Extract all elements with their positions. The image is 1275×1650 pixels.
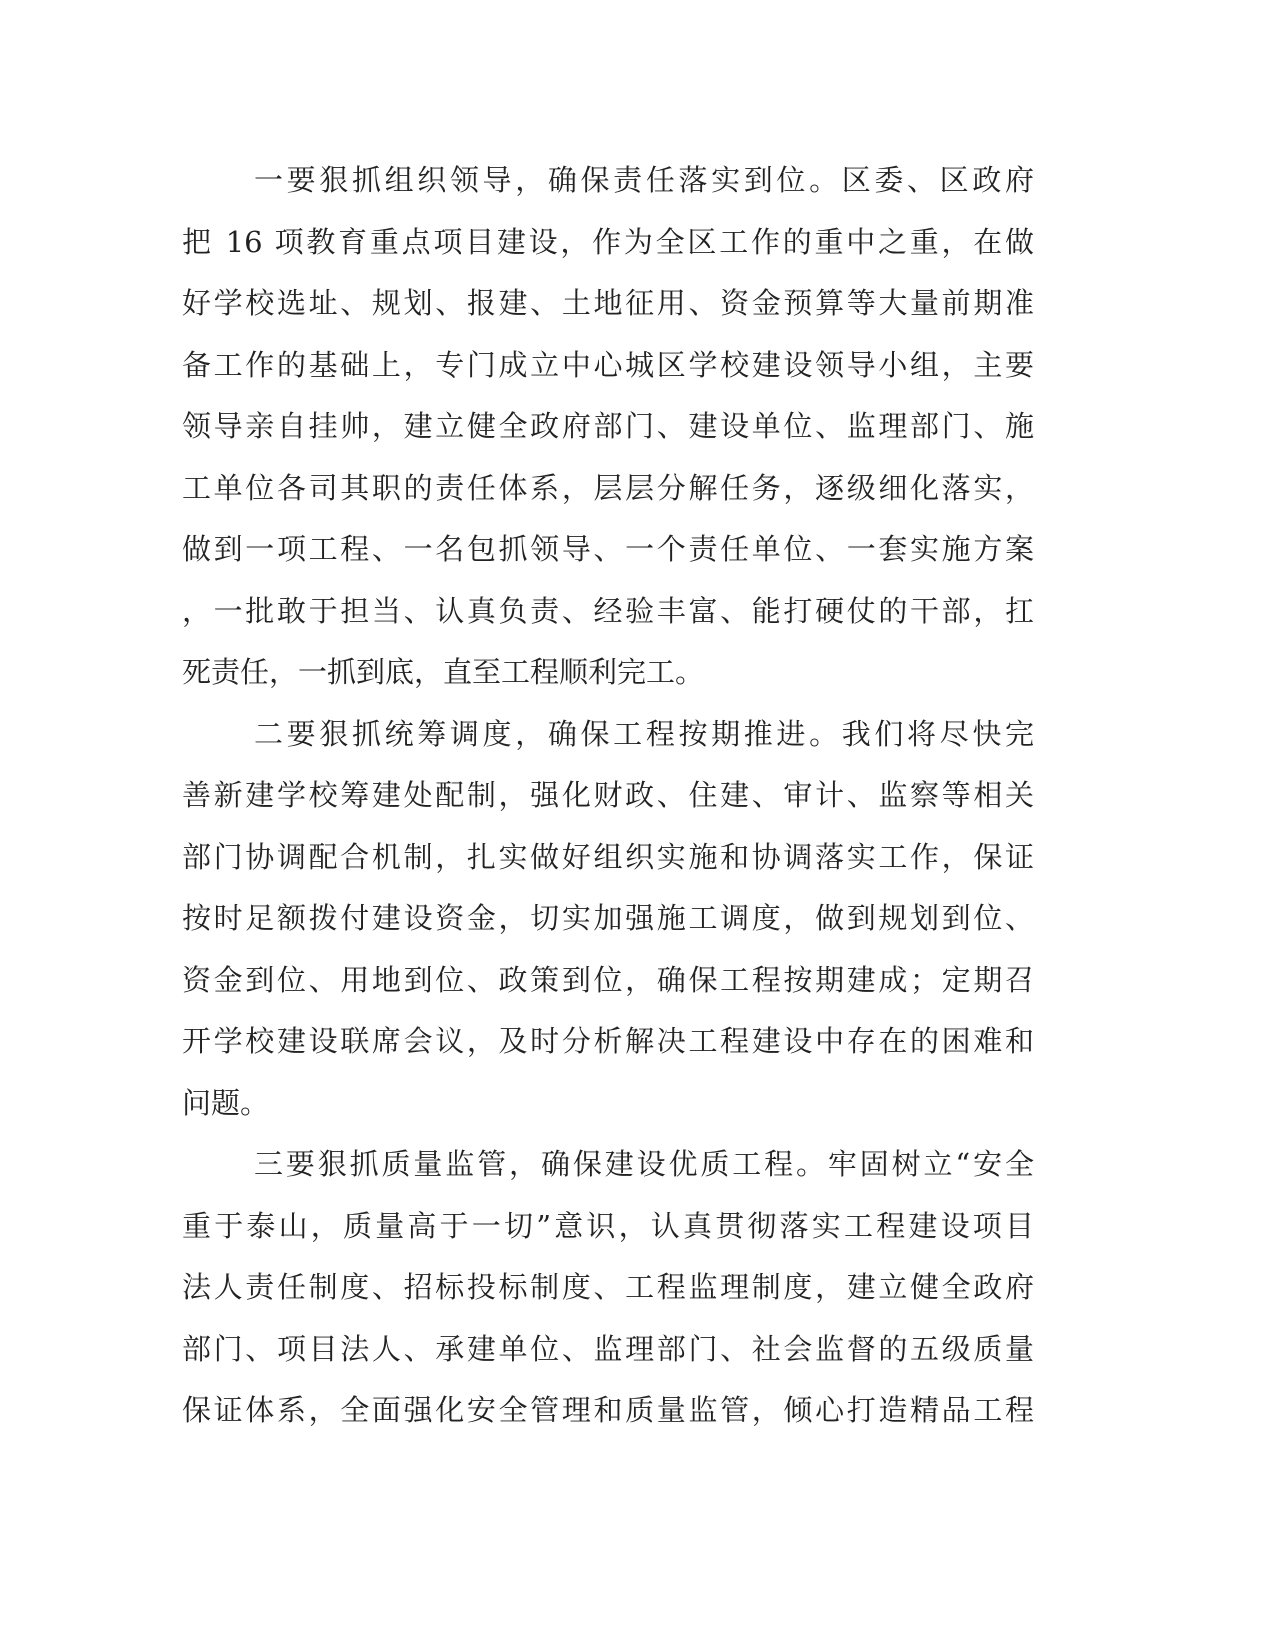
text-line: 法人责任制度、招标投标制度、工程监理制度，建立健全政府 <box>182 1270 1034 1304</box>
paragraph-quality-supervision <box>182 1134 1034 1442</box>
paragraph-organization-leadership <box>182 150 1034 704</box>
text-line: 把 16 项教育重点项目建设，作为全区工作的重中之重，在做 <box>182 224 1034 259</box>
text-line: 保证体系，全面强化安全管理和质量监管，倾心打造精品工程 <box>182 1393 1034 1427</box>
text-line: 开学校建设联席会议，及时分析解决工程建设中存在的困难和 <box>182 1024 1034 1058</box>
text-line: 好学校选址、规划、报建、土地征用、资金预算等大量前期准 <box>182 286 1034 320</box>
text-line: 二要狠抓统筹调度，确保工程按期推进。我们将尽快完 <box>254 716 1034 751</box>
text-line: 部门协调配合机制，扎实做好组织实施和协调落实工作，保证 <box>182 839 1034 874</box>
text-line: 领导亲自挂帅，建立健全政府部门、建设单位、监理部门、施 <box>182 409 1034 443</box>
text-line: 做到一项工程、一名包抓领导、一个责任单位、一套实施方案 <box>182 532 1034 566</box>
text-line: 按时足额拨付建设资金，切实加强施工调度，做到规划到位、 <box>182 901 1034 935</box>
body-text <box>182 150 1034 1442</box>
text-line: 重于泰山，质量高于一切”意识，认真贯彻落实工程建设项目 <box>182 1208 1034 1243</box>
text-line: ，一批敢于担当、认真负责、经验丰富、能打硬仗的干部，扛 <box>182 593 1034 628</box>
text-line: 三要狠抓质量监管，确保建设优质工程。牢固树立“安全 <box>254 1147 1034 1181</box>
text-line: 死责任，一抓到底，直至工程顺利完工。 <box>182 655 705 689</box>
text-line: 一要狠抓组织领导，确保责任落实到位。区委、区政府 <box>254 163 1034 197</box>
text-line: 部门、项目法人、承建单位、监理部门、社会监督的五级质量 <box>182 1331 1034 1366</box>
text-line: 资金到位、用地到位、政策到位，确保工程按期建成；定期召 <box>182 962 1034 997</box>
text-line: 问题。 <box>182 1085 270 1120</box>
text-line: 善新建学校筹建处配制，强化财政、住建、审计、监察等相关 <box>182 778 1034 812</box>
text-line: 工单位各司其职的责任体系，层层分解任务，逐级细化落实， <box>182 470 1034 505</box>
paragraph-coordination-scheduling <box>182 704 1034 1135</box>
text-line: 备工作的基础上，专门成立中心城区学校建设领导小组，主要 <box>182 347 1034 382</box>
